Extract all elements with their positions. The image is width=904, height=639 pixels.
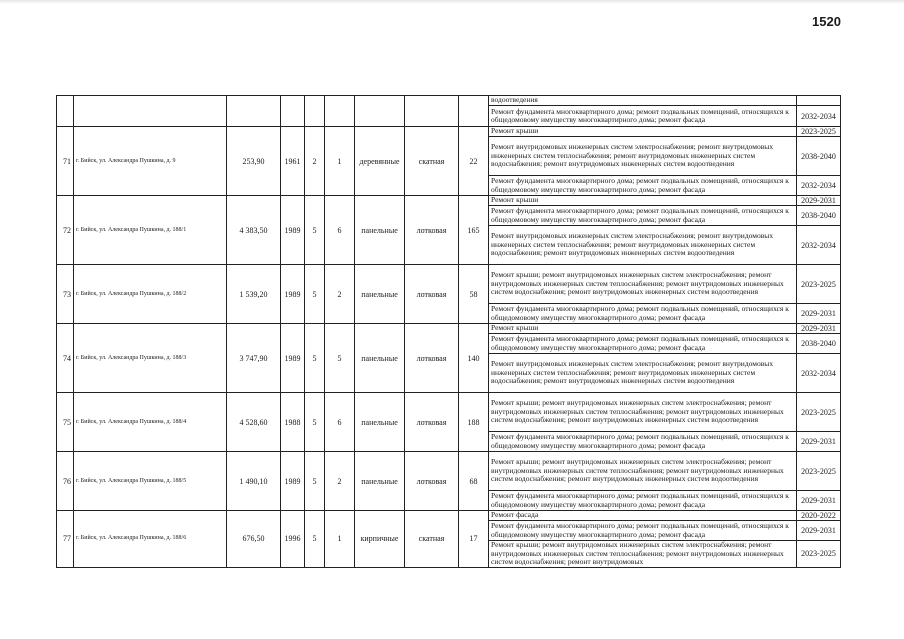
scan-edge xyxy=(0,0,904,4)
work-description: Ремонт фундамента многоквартирного дома; ремонт подвальных помещений, относящихся к общедомовому имуществу многоквартирного дома; ремонт фасада xyxy=(489,521,797,541)
wall-material: панельные xyxy=(355,452,405,511)
empty-cell xyxy=(57,96,74,127)
work-description: Ремонт крыши xyxy=(489,324,797,334)
resident-count: 58 xyxy=(459,265,489,324)
work-years: 2038-2040 xyxy=(797,137,841,176)
work-years: 2038-2040 xyxy=(797,334,841,354)
building-address: г. Бийск, ул. Александра Пушкина, д. 188/4 xyxy=(74,393,227,452)
work-years: 2029-2031 xyxy=(797,196,841,206)
empty-cell xyxy=(227,96,281,127)
resident-count: 140 xyxy=(459,324,489,393)
roof-type: лотковая xyxy=(405,265,459,324)
roof-type: лотковая xyxy=(405,196,459,265)
wall-material: панельные xyxy=(355,265,405,324)
work-description: Ремонт внутридомовых инженерных систем электроснабжения; ремонт внутридомовых инженерных систем теплоснабжения; ремонт внутридомовых инженерных систем водоснабжения; ремонт внутридомовых инженерных систем водоотведения xyxy=(489,226,797,265)
empty-cell xyxy=(459,96,489,127)
entrance-count: 6 xyxy=(325,196,355,265)
table-row xyxy=(57,452,841,491)
building-address: г. Бийск, ул. Александра Пушкина, д. 188/1 xyxy=(74,196,227,265)
work-description: Ремонт фундамента многоквартирного дома; ремонт подвальных помещений, относящихся к общедомовому имуществу многоквартирного дома; ремонт фасада xyxy=(489,106,797,127)
wall-material: кирпичные xyxy=(355,511,405,568)
work-description: Ремонт крыши xyxy=(489,127,797,137)
work-description: Ремонт фундамента многоквартирного дома; ремонт подвальных помещений, относящихся к общедомовому имуществу многоквартирного дома; ремонт фасада xyxy=(489,304,797,324)
work-description: Ремонт крыши; ремонт внутридомовых инженерных систем электроснабжения; ремонт внутридомовых инженерных систем теплоснабжения; ремонт внутридомовых инженерных систем водоснабжения; ремонт внутридомовых инженерных систем водоотведения xyxy=(489,265,797,304)
row-number: 75 xyxy=(57,393,74,452)
table-row xyxy=(57,265,841,304)
work-years: 2029-2031 xyxy=(797,491,841,511)
building-address: г. Бийск, ул. Александра Пушкина, д. 188/2 xyxy=(74,265,227,324)
entrance-count: 5 xyxy=(325,324,355,393)
work-description: Ремонт фундамента многоквартирного дома; ремонт подвальных помещений, относящихся к общедомовому имуществу многоквартирного дома; ремонт фасада xyxy=(489,176,797,196)
work-years: 2038-2040 xyxy=(797,206,841,226)
resident-count: 17 xyxy=(459,511,489,568)
construction-year: 1961 xyxy=(281,127,305,196)
work-years: 2032-2034 xyxy=(797,354,841,393)
work-years: 2032-2034 xyxy=(797,106,841,127)
construction-year: 1988 xyxy=(281,393,305,452)
building-area: 1 490,10 xyxy=(227,452,281,511)
building-area: 253,90 xyxy=(227,127,281,196)
construction-year: 1996 xyxy=(281,511,305,568)
table-row xyxy=(57,393,841,432)
resident-count: 165 xyxy=(459,196,489,265)
work-description: Ремонт фасада xyxy=(489,511,797,521)
work-description: Ремонт фундамента многоквартирного дома; ремонт подвальных помещений, относящихся к общедомовому имуществу многоквартирного дома; ремонт фасада xyxy=(489,334,797,354)
work-years: 2032-2034 xyxy=(797,226,841,265)
roof-type: лотковая xyxy=(405,393,459,452)
work-years xyxy=(797,96,841,106)
table-row xyxy=(57,324,841,334)
building-area: 4 528,60 xyxy=(227,393,281,452)
work-years: 2029-2031 xyxy=(797,521,841,541)
entrance-count: 2 xyxy=(325,452,355,511)
floor-count: 5 xyxy=(305,324,325,393)
work-description: Ремонт внутридомовых инженерных систем электроснабжения; ремонт внутридомовых инженерных систем теплоснабжения; ремонт внутридомовых инженерных систем водоснабжения; ремонт внутридомовых инженерных систем водоотведения xyxy=(489,354,797,393)
building-area: 1 539,20 xyxy=(227,265,281,324)
building-address: г. Бийск, ул. Александра Пушкина, д. 188/3 xyxy=(74,324,227,393)
work-years: 2023-2025 xyxy=(797,393,841,432)
wall-material: деревянные xyxy=(355,127,405,196)
resident-count: 68 xyxy=(459,452,489,511)
roof-type: лотковая xyxy=(405,324,459,393)
work-years: 2023-2025 xyxy=(797,127,841,137)
floor-count: 5 xyxy=(305,393,325,452)
work-years: 2029-2031 xyxy=(797,304,841,324)
building-area: 3 747,90 xyxy=(227,324,281,393)
row-number: 74 xyxy=(57,324,74,393)
floor-count: 5 xyxy=(305,265,325,324)
row-number: 71 xyxy=(57,127,74,196)
entrance-count: 1 xyxy=(325,511,355,568)
table-row xyxy=(57,196,841,206)
work-years: 2023-2025 xyxy=(797,541,841,568)
work-years: 2023-2025 xyxy=(797,452,841,491)
roof-type: скатная xyxy=(405,511,459,568)
row-number: 73 xyxy=(57,265,74,324)
building-area: 676,50 xyxy=(227,511,281,568)
empty-cell xyxy=(405,96,459,127)
page-number: 1520 xyxy=(812,14,841,29)
floor-count: 5 xyxy=(305,452,325,511)
empty-cell xyxy=(355,96,405,127)
wall-material: панельные xyxy=(355,324,405,393)
floor-count: 5 xyxy=(305,196,325,265)
work-description: Ремонт внутридомовых инженерных систем электроснабжения; ремонт внутридомовых инженерных систем теплоснабжения; ремонт внутридомовых инженерных систем водоснабжения; ремонт внутридомовых инженерных систем водоотведения xyxy=(489,137,797,176)
entrance-count: 6 xyxy=(325,393,355,452)
row-number: 76 xyxy=(57,452,74,511)
capital-repair-table xyxy=(56,95,841,568)
work-description: Ремонт крыши xyxy=(489,196,797,206)
empty-cell xyxy=(305,96,325,127)
empty-cell xyxy=(74,96,227,127)
building-address: г. Бийск, ул. Александра Пушкина, д. 188/6 xyxy=(74,511,227,568)
work-years: 2029-2031 xyxy=(797,324,841,334)
entrance-count: 2 xyxy=(325,265,355,324)
construction-year: 1989 xyxy=(281,324,305,393)
wall-material: панельные xyxy=(355,393,405,452)
construction-year: 1989 xyxy=(281,452,305,511)
wall-material: панельные xyxy=(355,196,405,265)
table-row xyxy=(57,96,841,106)
empty-cell xyxy=(281,96,305,127)
empty-cell xyxy=(325,96,355,127)
row-number: 77 xyxy=(57,511,74,568)
resident-count: 188 xyxy=(459,393,489,452)
roof-type: лотковая xyxy=(405,452,459,511)
work-description: Ремонт крыши; ремонт внутридомовых инженерных систем электроснабжения; ремонт внутридомовых инженерных систем теплоснабжения; ремонт внутридомовых инженерных систем водоснабжения; ремонт внутридомовых xyxy=(489,541,797,568)
work-years: 2020-2022 xyxy=(797,511,841,521)
entrance-count: 1 xyxy=(325,127,355,196)
work-description: Ремонт фундамента многоквартирного дома; ремонт подвальных помещений, относящихся к общедомовому имуществу многоквартирного дома; ремонт фасада xyxy=(489,206,797,226)
row-number: 72 xyxy=(57,196,74,265)
work-description: водоотведения xyxy=(489,96,797,106)
work-description: Ремонт фундамента многоквартирного дома; ремонт подвальных помещений, относящихся к общедомовому имуществу многоквартирного дома; ремонт фасада xyxy=(489,491,797,511)
work-years: 2032-2034 xyxy=(797,176,841,196)
work-description: Ремонт фундамента многоквартирного дома; ремонт подвальных помещений, относящихся к общедомовому имуществу многоквартирного дома; ремонт фасада xyxy=(489,432,797,452)
floor-count: 5 xyxy=(305,511,325,568)
work-description: Ремонт крыши; ремонт внутридомовых инженерных систем электроснабжения; ремонт внутридомовых инженерных систем теплоснабжения; ремонт внутридомовых инженерных систем водоснабжения; ремонт внутридомовых инженерных систем водоотведения xyxy=(489,393,797,432)
construction-year: 1989 xyxy=(281,196,305,265)
roof-type: скатная xyxy=(405,127,459,196)
resident-count: 22 xyxy=(459,127,489,196)
work-description: Ремонт крыши; ремонт внутридомовых инженерных систем электроснабжения; ремонт внутридомовых инженерных систем теплоснабжения; ремонт внутридомовых инженерных систем водоснабжения; ремонт внутридомовых инженерных систем водоотведения xyxy=(489,452,797,491)
building-area: 4 383,50 xyxy=(227,196,281,265)
table-row xyxy=(57,127,841,137)
table-row xyxy=(57,511,841,521)
construction-year: 1989 xyxy=(281,265,305,324)
building-address: г. Бийск, ул. Александра Пушкина, д. 9 xyxy=(74,127,227,196)
work-years: 2029-2031 xyxy=(797,432,841,452)
floor-count: 2 xyxy=(305,127,325,196)
building-address: г. Бийск, ул. Александра Пушкина, д. 188/5 xyxy=(74,452,227,511)
work-years: 2023-2025 xyxy=(797,265,841,304)
